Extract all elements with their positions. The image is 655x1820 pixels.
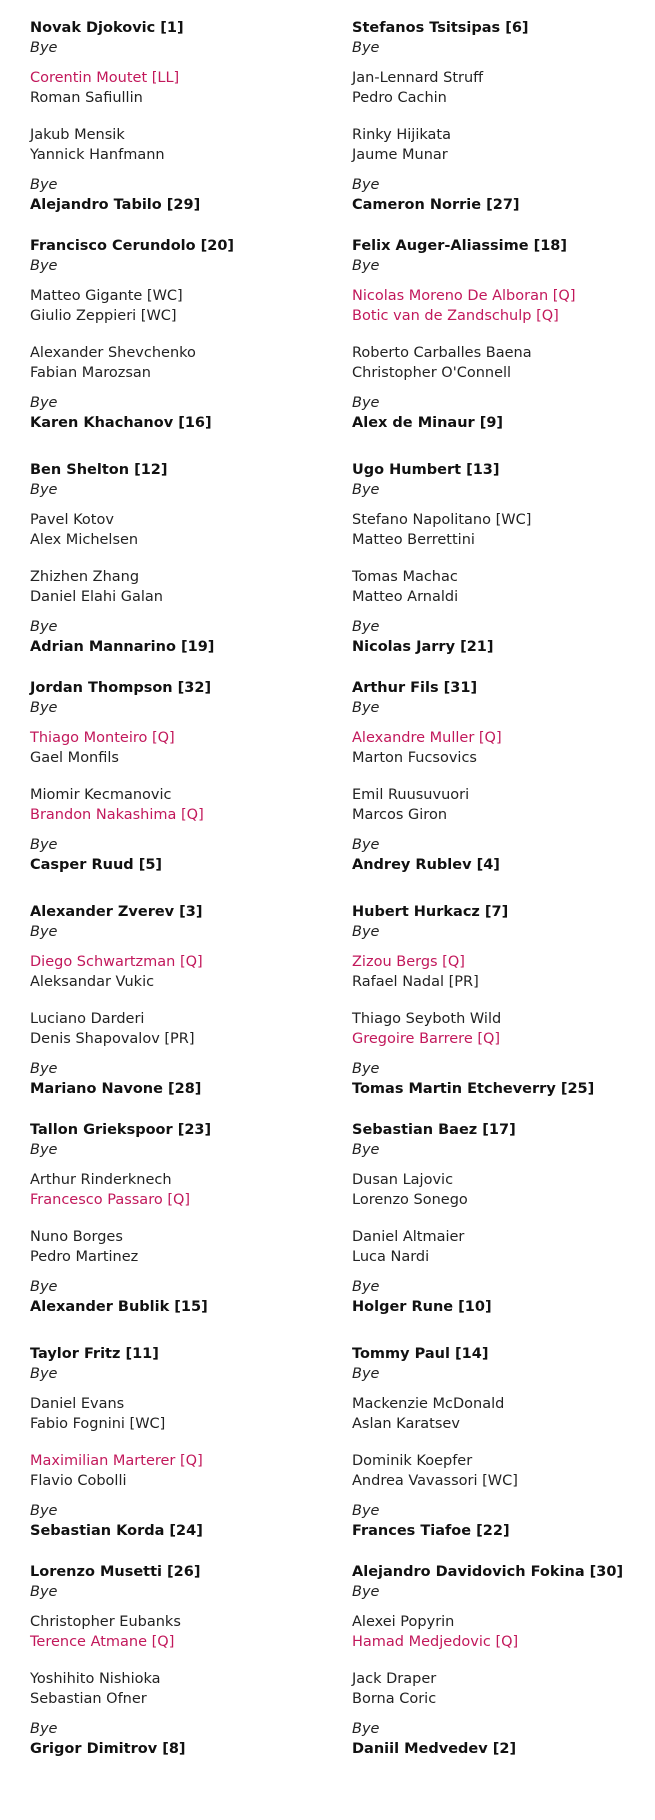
- bye-label: Bye: [30, 1279, 58, 1295]
- first-round-match: [352, 952, 652, 992]
- top-seed-player: Hubert Hurkacz [7]: [352, 904, 509, 920]
- bye-label: Bye: [30, 258, 58, 274]
- draw-section: [352, 678, 652, 875]
- top-seed-player: Tallon Griekspoor [23]: [30, 1122, 212, 1138]
- player-name: Daniel Elahi Galan: [30, 589, 163, 605]
- bye-label: Bye: [30, 1366, 58, 1382]
- player-name: Lorenzo Sonego: [352, 1192, 468, 1208]
- draw-section: [30, 236, 330, 433]
- player-name: Yannick Hanfmann: [30, 147, 165, 163]
- player-name: Hamad Medjedovic [Q]: [352, 1634, 519, 1650]
- draw-section: [30, 1344, 330, 1541]
- player-name: Fabio Fognini [WC]: [30, 1416, 166, 1432]
- player-name: Dominik Koepfer: [352, 1453, 473, 1469]
- player-name: Alexei Popyrin: [352, 1614, 455, 1630]
- player-name: Sebastian Ofner: [30, 1691, 147, 1707]
- bottom-seed-player: Frances Tiafoe [22]: [352, 1523, 510, 1539]
- bye-label: Bye: [30, 924, 58, 940]
- draw-section: [30, 460, 330, 657]
- player-name: Terence Atmane [Q]: [30, 1634, 175, 1650]
- top-seed-player: Novak Djokovic [1]: [30, 20, 184, 36]
- player-name: Zhizhen Zhang: [30, 569, 140, 585]
- bye-label: Bye: [352, 40, 380, 56]
- bottom-seed-player: Holger Rune [10]: [352, 1299, 492, 1315]
- player-name: Jack Draper: [352, 1671, 437, 1687]
- top-seed-player: Lorenzo Musetti [26]: [30, 1564, 201, 1580]
- bye-label: Bye: [352, 482, 380, 498]
- player-name: Pedro Martinez: [30, 1249, 139, 1265]
- player-name: Maximilian Marterer [Q]: [30, 1453, 203, 1469]
- bye-label: Bye: [352, 837, 380, 853]
- draw-column-left: [30, 18, 330, 1759]
- player-name: Pavel Kotov: [30, 512, 114, 528]
- player-name: Roman Safiullin: [30, 90, 143, 106]
- bottom-seed-player: Daniil Medvedev [2]: [352, 1741, 517, 1757]
- player-name: Matteo Gigante [WC]: [30, 288, 183, 304]
- top-seed-player: Ben Shelton [12]: [30, 462, 168, 478]
- player-name: Thiago Monteiro [Q]: [30, 730, 175, 746]
- player-name: Marcos Giron: [352, 807, 448, 823]
- player-name: Luca Nardi: [352, 1249, 430, 1265]
- player-name: Emil Ruusuvuori: [352, 787, 470, 803]
- player-name: Marton Fucsovics: [352, 750, 477, 766]
- first-round-match: [352, 1394, 652, 1434]
- player-name: Brandon Nakashima [Q]: [30, 807, 204, 823]
- bye-label: Bye: [30, 1503, 58, 1519]
- draw-section: [30, 1562, 330, 1759]
- bottom-seed-player: Sebastian Korda [24]: [30, 1523, 203, 1539]
- first-round-match: [352, 510, 652, 550]
- bye-label: Bye: [30, 1142, 58, 1158]
- player-name: Arthur Rinderknech: [30, 1172, 172, 1188]
- top-seed-player: Alexander Zverev [3]: [30, 904, 203, 920]
- bottom-seed-player: Karen Khachanov [16]: [30, 415, 212, 431]
- first-round-match: [30, 1612, 330, 1652]
- bye-label: Bye: [352, 1584, 380, 1600]
- top-seed-player: Francisco Cerundolo [20]: [30, 238, 235, 254]
- first-round-match: [352, 567, 652, 607]
- player-name: Luciano Darderi: [30, 1011, 145, 1027]
- player-name: Pedro Cachin: [352, 90, 447, 106]
- player-name: Roberto Carballes Baena: [352, 345, 532, 361]
- first-round-match: [352, 1227, 652, 1267]
- player-name: Alex Michelsen: [30, 532, 139, 548]
- player-name: Rinky Hijikata: [352, 127, 451, 143]
- player-name: Miomir Kecmanovic: [30, 787, 172, 803]
- player-name: Alexander Shevchenko: [30, 345, 196, 361]
- first-round-match: [30, 125, 330, 165]
- player-name: Gael Monfils: [30, 750, 119, 766]
- bottom-seed-player: Alejandro Tabilo [29]: [30, 197, 201, 213]
- player-name: Jaume Munar: [352, 147, 448, 163]
- draw-section: [30, 678, 330, 875]
- bye-label: Bye: [352, 1721, 380, 1737]
- draw-section: [30, 18, 330, 215]
- bottom-seed-player: Adrian Mannarino [19]: [30, 639, 215, 655]
- bottom-seed-player: Alexander Bublik [15]: [30, 1299, 208, 1315]
- player-name: Christopher O'Connell: [352, 365, 512, 381]
- bye-label: Bye: [352, 1503, 380, 1519]
- player-name: Francesco Passaro [Q]: [30, 1192, 191, 1208]
- player-name: Flavio Cobolli: [30, 1473, 127, 1489]
- draw-section: [352, 1344, 652, 1541]
- player-name: Dusan Lajovic: [352, 1172, 454, 1188]
- player-name: Daniel Altmaier: [352, 1229, 465, 1245]
- bottom-seed-player: Mariano Navone [28]: [30, 1081, 202, 1097]
- draw-section: [352, 460, 652, 657]
- player-name: Jakub Mensik: [30, 127, 125, 143]
- player-name: Daniel Evans: [30, 1396, 125, 1412]
- bye-label: Bye: [352, 1061, 380, 1077]
- player-name: Alexandre Muller [Q]: [352, 730, 502, 746]
- bye-label: Bye: [352, 1142, 380, 1158]
- draw-section: [30, 1120, 330, 1317]
- draw-section: [352, 1562, 652, 1759]
- player-name: Corentin Moutet [LL]: [30, 70, 180, 86]
- bye-label: Bye: [352, 258, 380, 274]
- top-seed-player: Stefanos Tsitsipas [6]: [352, 20, 529, 36]
- draw-column-right: [352, 18, 652, 1759]
- bye-label: Bye: [352, 700, 380, 716]
- player-name: Borna Coric: [352, 1691, 437, 1707]
- bottom-seed-player: Casper Ruud [5]: [30, 857, 163, 873]
- draw-section: [352, 236, 652, 433]
- first-round-match: [30, 728, 330, 768]
- first-round-match: [352, 1009, 652, 1049]
- bottom-seed-player: Tomas Martin Etcheverry [25]: [352, 1081, 595, 1097]
- draw-section: [352, 902, 652, 1099]
- first-round-match: [352, 286, 652, 326]
- bye-label: Bye: [30, 837, 58, 853]
- bye-label: Bye: [30, 1721, 58, 1737]
- first-round-match: [30, 68, 330, 108]
- player-name: Matteo Arnaldi: [352, 589, 459, 605]
- bottom-seed-player: Andrey Rublev [4]: [352, 857, 500, 873]
- draw-section: [30, 902, 330, 1099]
- player-name: Rafael Nadal [PR]: [352, 974, 479, 990]
- bottom-seed-player: Grigor Dimitrov [8]: [30, 1741, 186, 1757]
- bye-label: Bye: [352, 1366, 380, 1382]
- player-name: Tomas Machac: [352, 569, 458, 585]
- first-round-match: [352, 1612, 652, 1652]
- bye-label: Bye: [30, 1061, 58, 1077]
- top-seed-player: Tommy Paul [14]: [352, 1346, 489, 1362]
- first-round-match: [30, 286, 330, 326]
- player-name: Gregoire Barrere [Q]: [352, 1031, 501, 1047]
- first-round-match: [30, 1227, 330, 1267]
- first-round-match: [30, 785, 330, 825]
- first-round-match: [352, 728, 652, 768]
- top-seed-player: Arthur Fils [31]: [352, 680, 478, 696]
- bye-label: Bye: [30, 395, 58, 411]
- bye-label: Bye: [352, 395, 380, 411]
- first-round-match: [30, 1451, 330, 1491]
- bye-label: Bye: [352, 924, 380, 940]
- player-name: Yoshihito Nishioka: [30, 1671, 161, 1687]
- bye-label: Bye: [30, 482, 58, 498]
- first-round-match: [352, 68, 652, 108]
- player-name: Nicolas Moreno De Alboran [Q]: [352, 288, 576, 304]
- player-name: Diego Schwartzman [Q]: [30, 954, 203, 970]
- bye-label: Bye: [30, 619, 58, 635]
- player-name: Botic van de Zandschulp [Q]: [352, 308, 559, 324]
- first-round-match: [352, 1170, 652, 1210]
- first-round-match: [30, 952, 330, 992]
- bye-label: Bye: [30, 40, 58, 56]
- top-seed-player: Alejandro Davidovich Fokina [30]: [352, 1564, 624, 1580]
- player-name: Fabian Marozsan: [30, 365, 151, 381]
- first-round-match: [30, 1669, 330, 1709]
- bye-label: Bye: [30, 1584, 58, 1600]
- top-seed-player: Ugo Humbert [13]: [352, 462, 500, 478]
- player-name: Christopher Eubanks: [30, 1614, 181, 1630]
- first-round-match: [30, 343, 330, 383]
- draw-section: [352, 1120, 652, 1317]
- first-round-match: [352, 343, 652, 383]
- player-name: Andrea Vavassori [WC]: [352, 1473, 518, 1489]
- player-name: Zizou Bergs [Q]: [352, 954, 465, 970]
- draw-section: [352, 18, 652, 215]
- bye-label: Bye: [352, 1279, 380, 1295]
- player-name: Matteo Berrettini: [352, 532, 475, 548]
- player-name: Mackenzie McDonald: [352, 1396, 505, 1412]
- player-name: Thiago Seyboth Wild: [352, 1011, 502, 1027]
- bye-label: Bye: [352, 177, 380, 193]
- bye-label: Bye: [30, 700, 58, 716]
- top-seed-player: Felix Auger-Aliassime [18]: [352, 238, 568, 254]
- top-seed-player: Taylor Fritz [11]: [30, 1346, 159, 1362]
- first-round-match: [30, 1170, 330, 1210]
- player-name: Denis Shapovalov [PR]: [30, 1031, 195, 1047]
- first-round-match: [30, 1394, 330, 1434]
- first-round-match: [352, 785, 652, 825]
- first-round-match: [352, 125, 652, 165]
- first-round-match: [352, 1451, 652, 1491]
- first-round-match: [30, 510, 330, 550]
- top-seed-player: Jordan Thompson [32]: [30, 680, 212, 696]
- player-name: Giulio Zeppieri [WC]: [30, 308, 177, 324]
- bottom-seed-player: Nicolas Jarry [21]: [352, 639, 494, 655]
- bottom-seed-player: Cameron Norrie [27]: [352, 197, 520, 213]
- bye-label: Bye: [352, 619, 380, 635]
- top-seed-player: Sebastian Baez [17]: [352, 1122, 516, 1138]
- player-name: Aleksandar Vukic: [30, 974, 155, 990]
- player-name: Stefano Napolitano [WC]: [352, 512, 532, 528]
- first-round-match: [30, 1009, 330, 1049]
- player-name: Nuno Borges: [30, 1229, 123, 1245]
- bottom-seed-player: Alex de Minaur [9]: [352, 415, 504, 431]
- first-round-match: [30, 567, 330, 607]
- bye-label: Bye: [30, 177, 58, 193]
- player-name: Jan-Lennard Struff: [352, 70, 484, 86]
- player-name: Aslan Karatsev: [352, 1416, 460, 1432]
- first-round-match: [352, 1669, 652, 1709]
